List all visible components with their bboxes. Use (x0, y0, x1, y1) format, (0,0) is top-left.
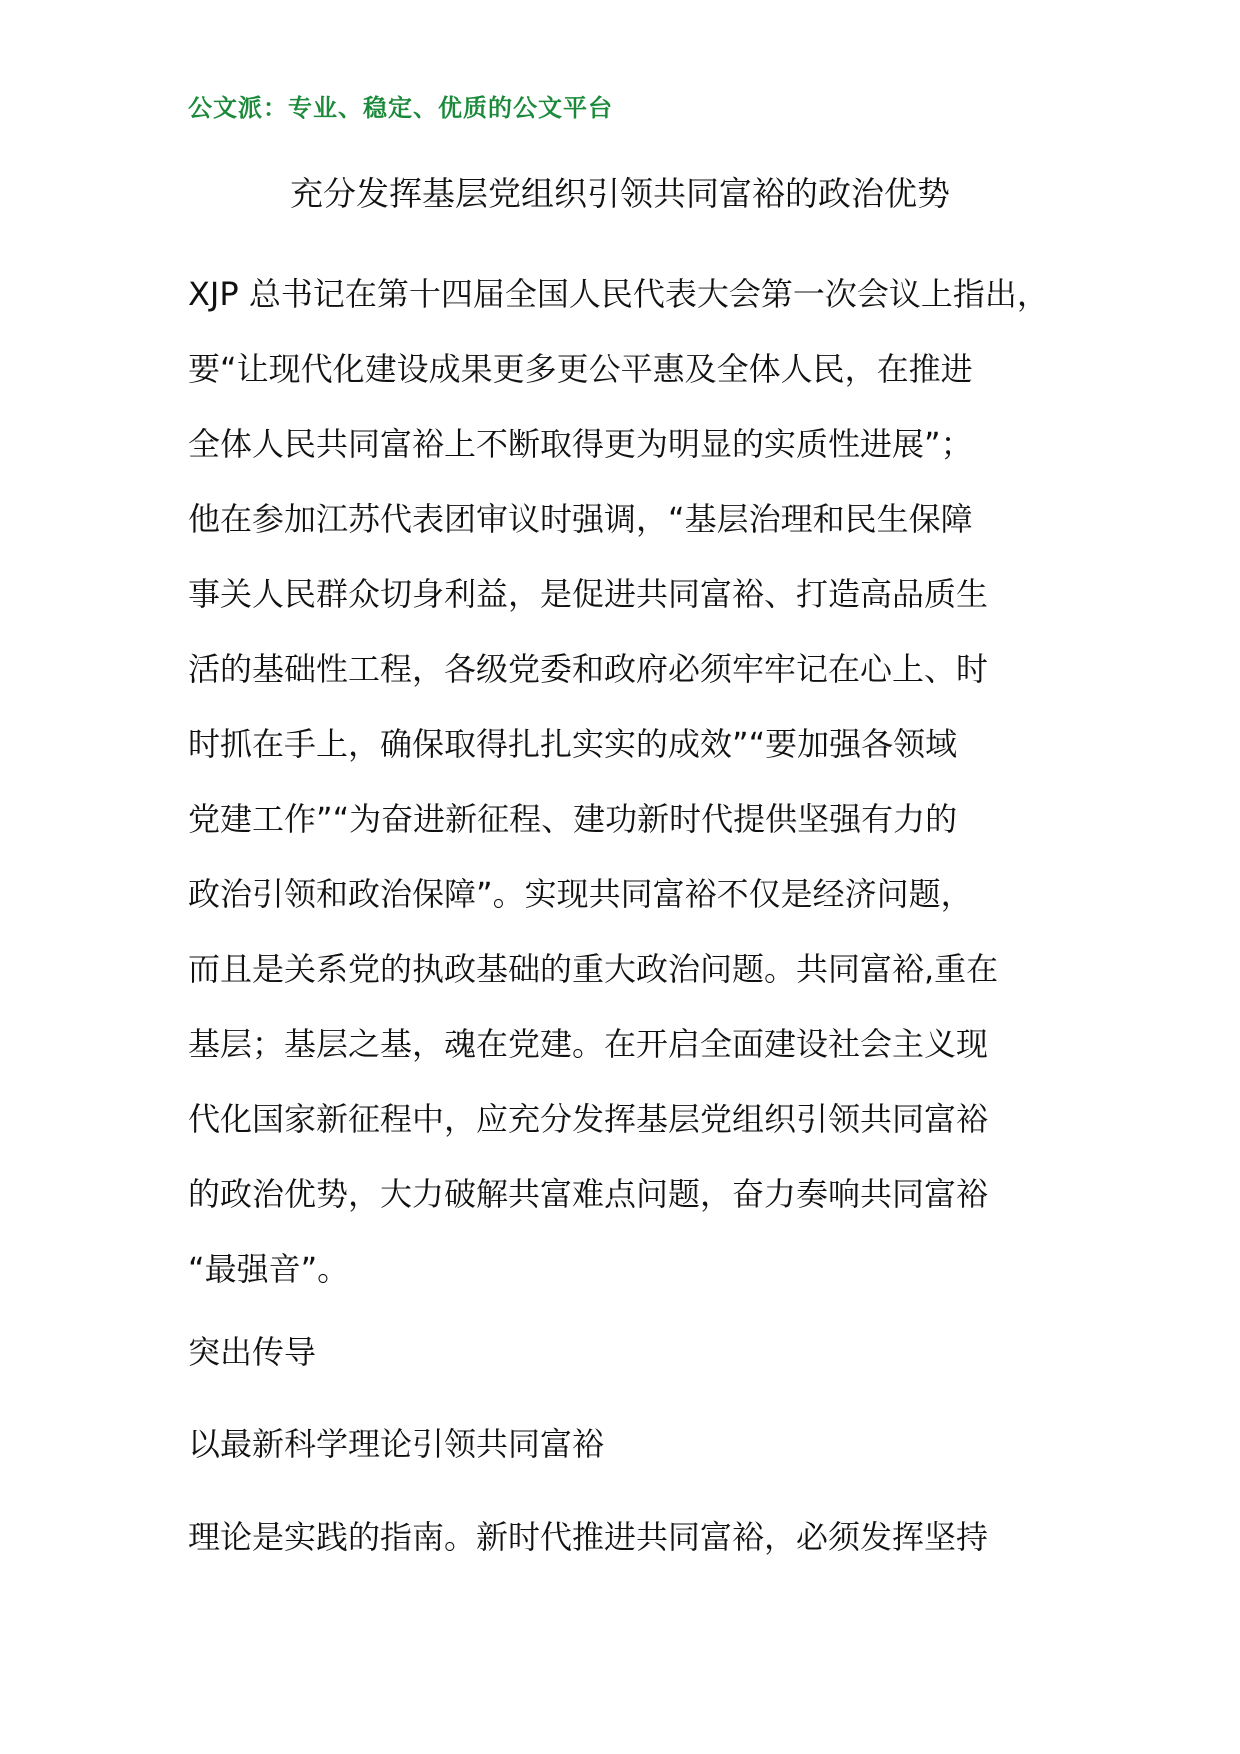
paragraph-line: “最强音”。 (188, 1250, 350, 1288)
paragraph-line: 党建工作”“为奋进新征程、建功新时代提供坚强有力的 (188, 800, 958, 838)
paragraph-line: 事关人民群众切身利益，是促进共同富裕、打造高品质生 (188, 575, 989, 613)
paragraph-theory: 理论是实践的指南。新时代推进共同富裕，必须发挥坚持 (188, 1518, 989, 1556)
paragraph-line: 代化国家新征程中，应充分发挥基层党组织引领共同富裕 (188, 1100, 989, 1138)
paragraph-line: 基层；基层之基，魂在党建。在开启全面建设社会主义现 (188, 1025, 989, 1063)
article-title: 充分发挥基层党组织引领共同富裕的政治优势 (290, 174, 950, 213)
paragraph-intro (188, 257, 1088, 1307)
paragraph-line: 而且是关系党的执政基础的重大政治问题。共同富裕,重在 (188, 950, 999, 988)
paragraph-line: 的政治优势，大力破解共富难点问题，奋力奏响共同富裕 (188, 1175, 989, 1213)
site-banner: 公文派：专业、稳定、优质的公文平台 (188, 94, 613, 122)
paragraph-line: 要“让现代化建设成果更多更公平惠及全体人民，在推进 (188, 350, 973, 388)
paragraph-line: 政治引领和政治保障”。实现共同富裕不仅是经济问题， (188, 875, 973, 913)
paragraph-line: XJP 总书记在第十四届全国人民代表大会第一次会议上指出， (188, 275, 1049, 313)
paragraph-line: 时抓在手上，确保取得扎扎实实的成效”“要加强各领域 (188, 725, 958, 763)
section-subheading: 以最新科学理论引领共同富裕 (188, 1425, 605, 1463)
section-heading: 突出传导 (188, 1333, 317, 1371)
paragraph-line: 他在参加江苏代表团审议时强调，“基层治理和民生保障 (188, 500, 973, 538)
paragraph-line: 全体人民共同富裕上不断取得更为明显的实质性进展”； (188, 425, 973, 463)
paragraph-line: 活的基础性工程，各级党委和政府必须牢牢记在心上、时 (188, 650, 989, 688)
